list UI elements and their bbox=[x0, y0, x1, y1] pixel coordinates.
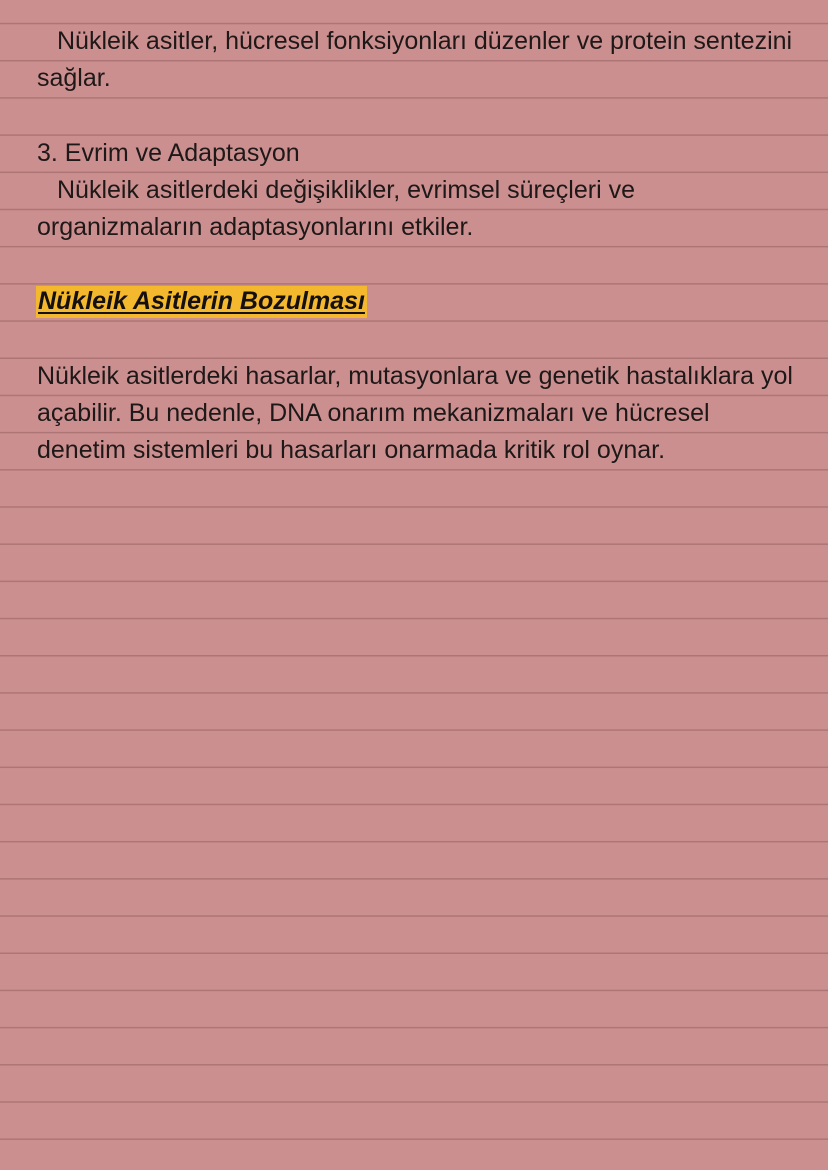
highlighted-heading: Nükleik Asitlerin Bozulması bbox=[36, 286, 367, 318]
section-3-title: 3. Evrim ve Adaptasyon bbox=[37, 138, 300, 167]
notebook-page bbox=[37, 23, 797, 469]
blank-line bbox=[37, 97, 797, 134]
blank-line bbox=[37, 321, 797, 358]
closing-paragraph: Nükleik asitlerdeki hasarlar, mutasyonlara ve genetik hastalıklara yol açabilir. Bu nedenle, DNA onarım mekanizmaları ve hücresel denetim sistemleri bu hasarları onarmada kritik rol oynar. bbox=[37, 361, 793, 465]
blank-line bbox=[37, 246, 797, 283]
section-1-body: Nükleik asitler, hücresel fonksiyonları düzenler ve protein sentezini sağlar. bbox=[37, 27, 793, 93]
heading-line bbox=[37, 283, 797, 320]
section-3-body: Nükleik asitlerdeki değişiklikler, evrimsel süreçleri ve organizmaların adaptasyonlarını etkiler. bbox=[37, 175, 635, 241]
